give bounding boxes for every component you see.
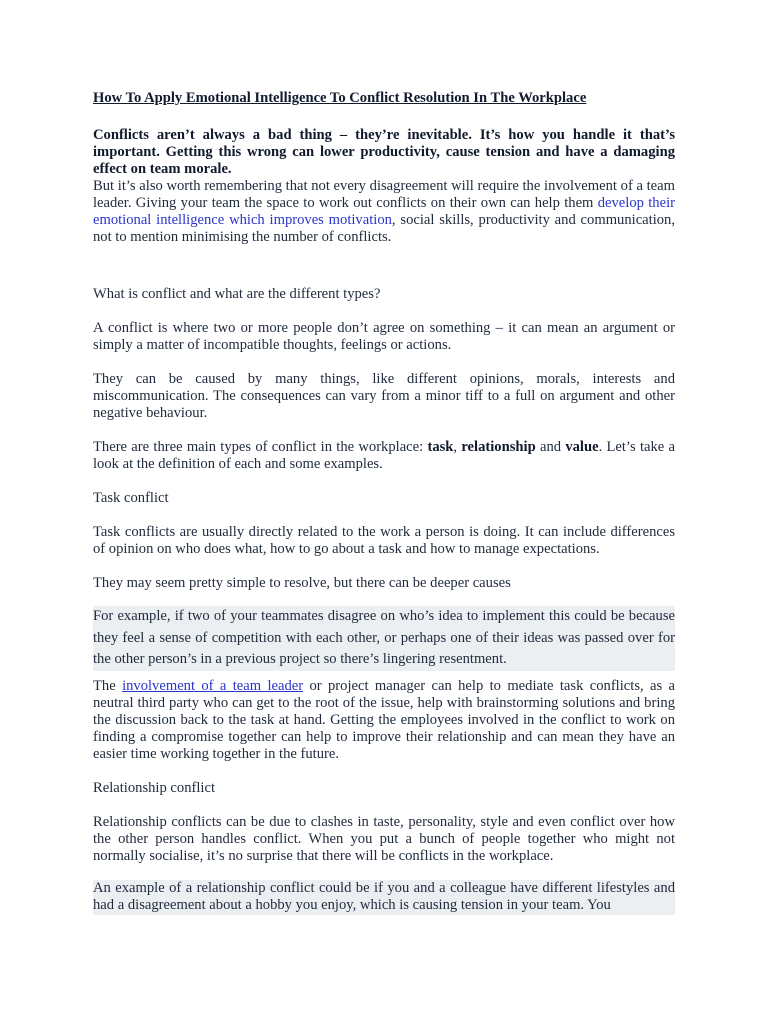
section-heading-what-is-conflict: What is conflict and what are the different types? — [93, 286, 381, 302]
task-simple-paragraph: They may seem pretty simple to resolve, but there can be deeper causes — [93, 575, 511, 591]
types-separator: , — [453, 439, 462, 455]
relationship-example-highlighted-paragraph: An example of a relationship conflict could be if you and a colleague have different lifestyles and had a disagreement about a hobby you enjoy, which is causing tension in your team. You — [93, 879, 675, 913]
section-heading-task-conflict: Task conflict — [93, 490, 169, 506]
document-title: How To Apply Emotional Intelligence To Conflict Resolution In The Workplace — [93, 90, 587, 106]
intro-paragraph — [93, 178, 675, 246]
type-value: value — [565, 439, 599, 455]
types-text-start: There are three main types of conflict in the workplace: — [93, 439, 428, 455]
leader-text-start: The — [93, 677, 123, 694]
intro-text-start: But it’s also worth remembering that not every disagreement will require the involvement of a team leader. Giving your team the space to work out conflicts on their own can help them — [93, 178, 675, 211]
intro-bold-paragraph: Conflicts aren’t always a bad thing – they’re inevitable. It’s how you handle it that’s important. Getting this wrong can lower productivity, cause tension and have a damaging effect on team morale. — [93, 127, 675, 177]
section-heading-relationship-conflict: Relationship conflict — [93, 779, 215, 796]
emotional-intelligence-link[interactable]: develop their emotional intelligence which improves motivation — [93, 195, 675, 228]
team-leader-paragraph — [93, 678, 675, 763]
task-definition-paragraph: Task conflicts are usually directly related to the work a person is doing. It can include differences of opinion on who does what, how to go about a task and how to manage expectations. — [93, 524, 675, 557]
relationship-definition-paragraph: Relationship conflicts can be due to clashes in taste, personality, style and even conflict over how the other person handles conflict. When you put a bunch of people together who might not normally socialise, it’s no surprise that there will be conflicts in the workplace. — [93, 813, 675, 864]
document-body — [93, 90, 675, 915]
task-example-highlighted-paragraph: For example, if two of your teammates disagree on who’s idea to implement this could be because they feel a sense of competition with each other, or perhaps one of their ideas was passed over for the other person’s in a previous project so there’s lingering resentment. — [93, 606, 675, 671]
team-leader-link[interactable]: involvement of a team leader — [122, 677, 304, 694]
type-task: task — [427, 439, 454, 455]
type-relationship: relationship — [461, 439, 536, 455]
intro-text-end: , social skills, productivity and communication, not to mention minimising the number of conflicts. — [93, 212, 675, 245]
conflict-types-paragraph — [93, 439, 675, 473]
conflict-causes-paragraph: They can be caused by many things, like different opinions, morals, interests and miscommunication. The consequences can vary from a minor tiff to a full on argument and other negative behaviour. — [93, 371, 675, 421]
conflict-definition-paragraph: A conflict is where two or more people don’t agree on something – it can mean an argument or simply a matter of incompatible thoughts, feelings or actions. — [93, 320, 675, 353]
types-text-end: . Let’s take a look at the definition of each and some examples. — [93, 439, 675, 472]
types-and: and — [535, 439, 566, 455]
leader-text-end: or project manager can help to mediate task conflicts, as a neutral third party who can get to the root of the issue, help with brainstorming solutions and bring the discussion back to the task at hand. Getting the employees involved in the conflict to work on finding a compromise together can help to improve their relationship and can mean they have an easier time working together in the future. — [93, 677, 676, 762]
